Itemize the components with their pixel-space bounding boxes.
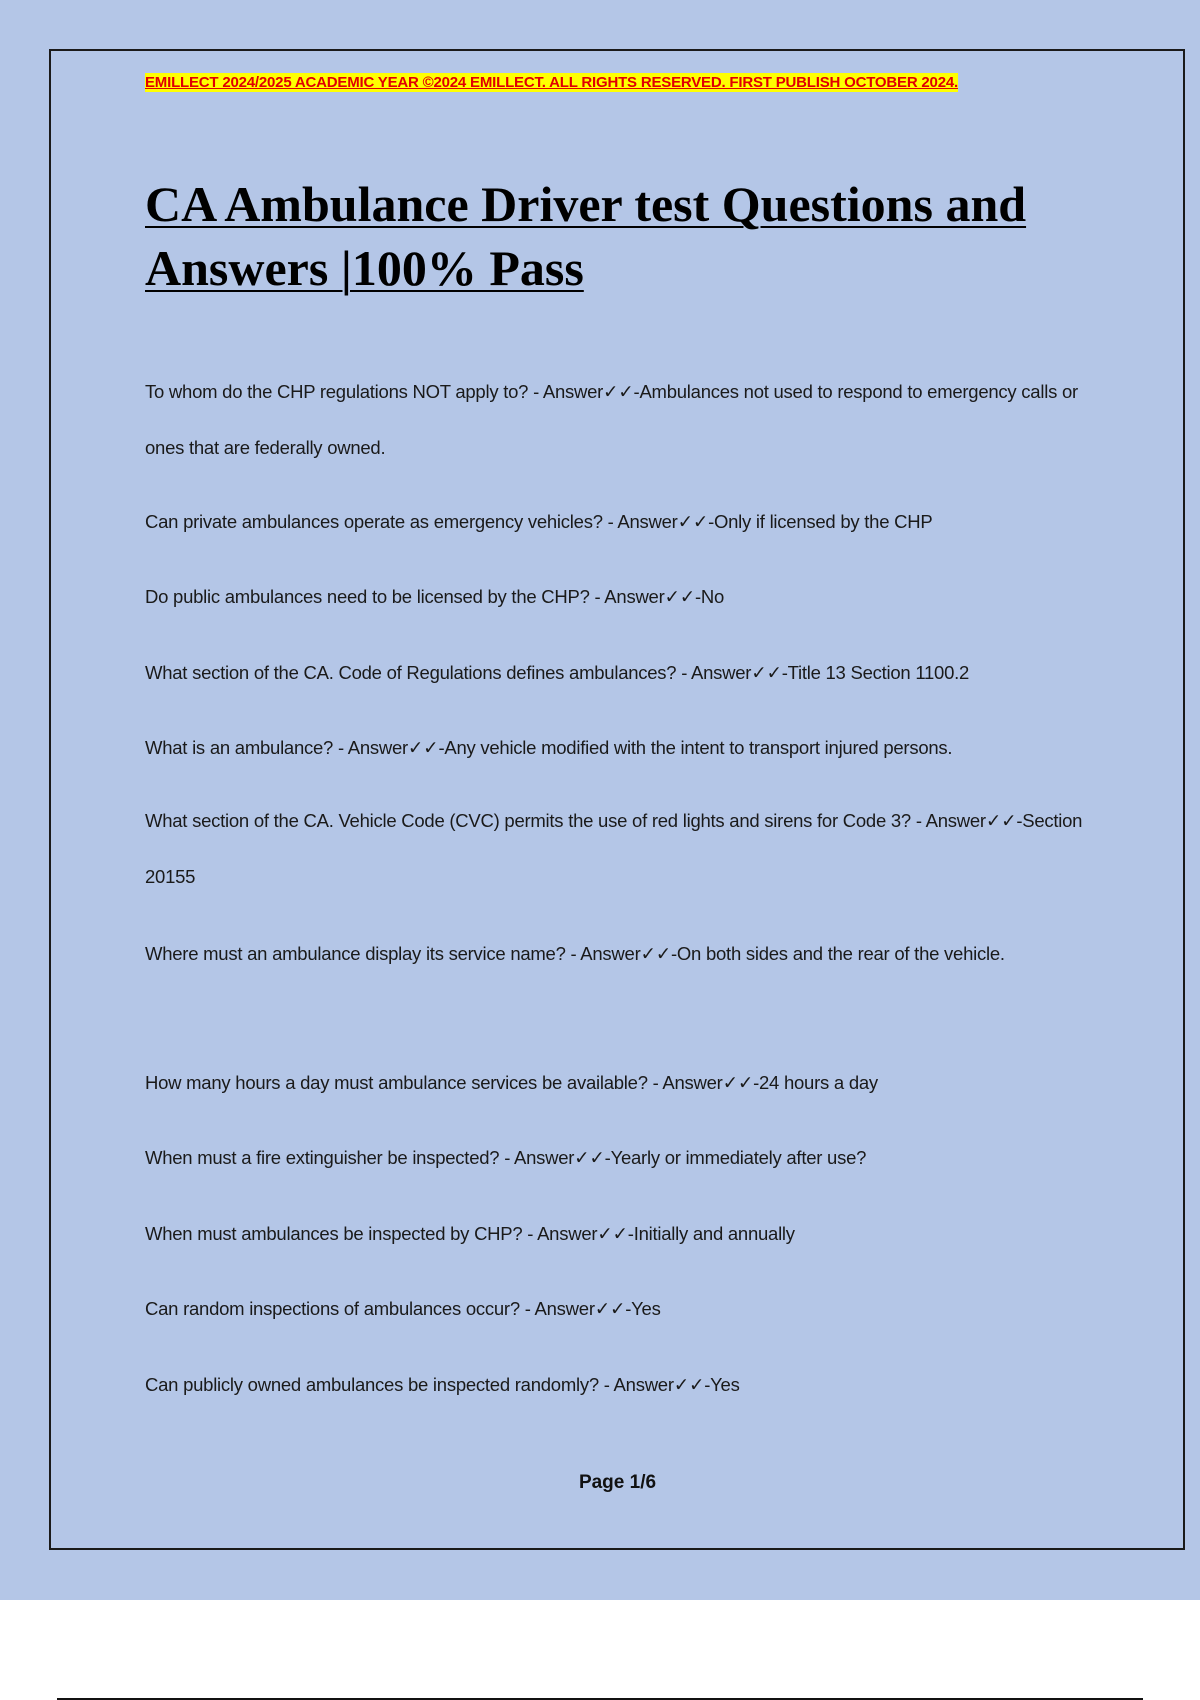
document-title: CA Ambulance Driver test Questions and Answers |100% Pass: [145, 176, 1027, 296]
qa-item: Can private ambulances operate as emergency vehicles? - Answer✓✓-Only if licensed by the CHP: [145, 511, 933, 532]
qa-item: What section of the CA. Vehicle Code (CVC) permits the use of red lights and sirens for Code 3? - Answer✓✓-Section 20155: [145, 810, 1083, 887]
qa-item: When must a fire extinguisher be inspected? - Answer✓✓-Yearly or immediately after use?: [145, 1147, 867, 1168]
qa-item: Can random inspections of ambulances occur? - Answer✓✓-Yes: [145, 1298, 661, 1319]
qa-item: How many hours a day must ambulance services be available? - Answer✓✓-24 hours a day: [145, 1072, 878, 1093]
qa-item: Where must an ambulance display its service name? - Answer✓✓-On both sides and the rear of the vehicle.: [145, 943, 1005, 964]
copyright-banner: EMILLECT 2024/2025 ACADEMIC YEAR ©2024 EMILLECT. ALL RIGHTS RESERVED. FIRST PUBLISH OCTOBER 2024.: [145, 74, 958, 91]
page-number: Page 1/6: [578, 1472, 657, 1493]
qa-item: To whom do the CHP regulations NOT apply to? - Answer✓✓-Ambulances not used to respond to emergency calls or ones that are federally owned.: [145, 381, 1078, 458]
qa-item: Can publicly owned ambulances be inspected randomly? - Answer✓✓-Yes: [145, 1374, 740, 1395]
qa-item: What section of the CA. Code of Regulations defines ambulances? - Answer✓✓-Title 13 Section 1100.2: [145, 662, 970, 683]
qa-item: Do public ambulances need to be licensed by the CHP? - Answer✓✓-No: [145, 586, 725, 607]
qa-item: When must ambulances be inspected by CHP? - Answer✓✓-Initially and annually: [145, 1223, 795, 1244]
qa-item: What is an ambulance? - Answer✓✓-Any vehicle modified with the intent to transport injured persons.: [145, 737, 953, 758]
